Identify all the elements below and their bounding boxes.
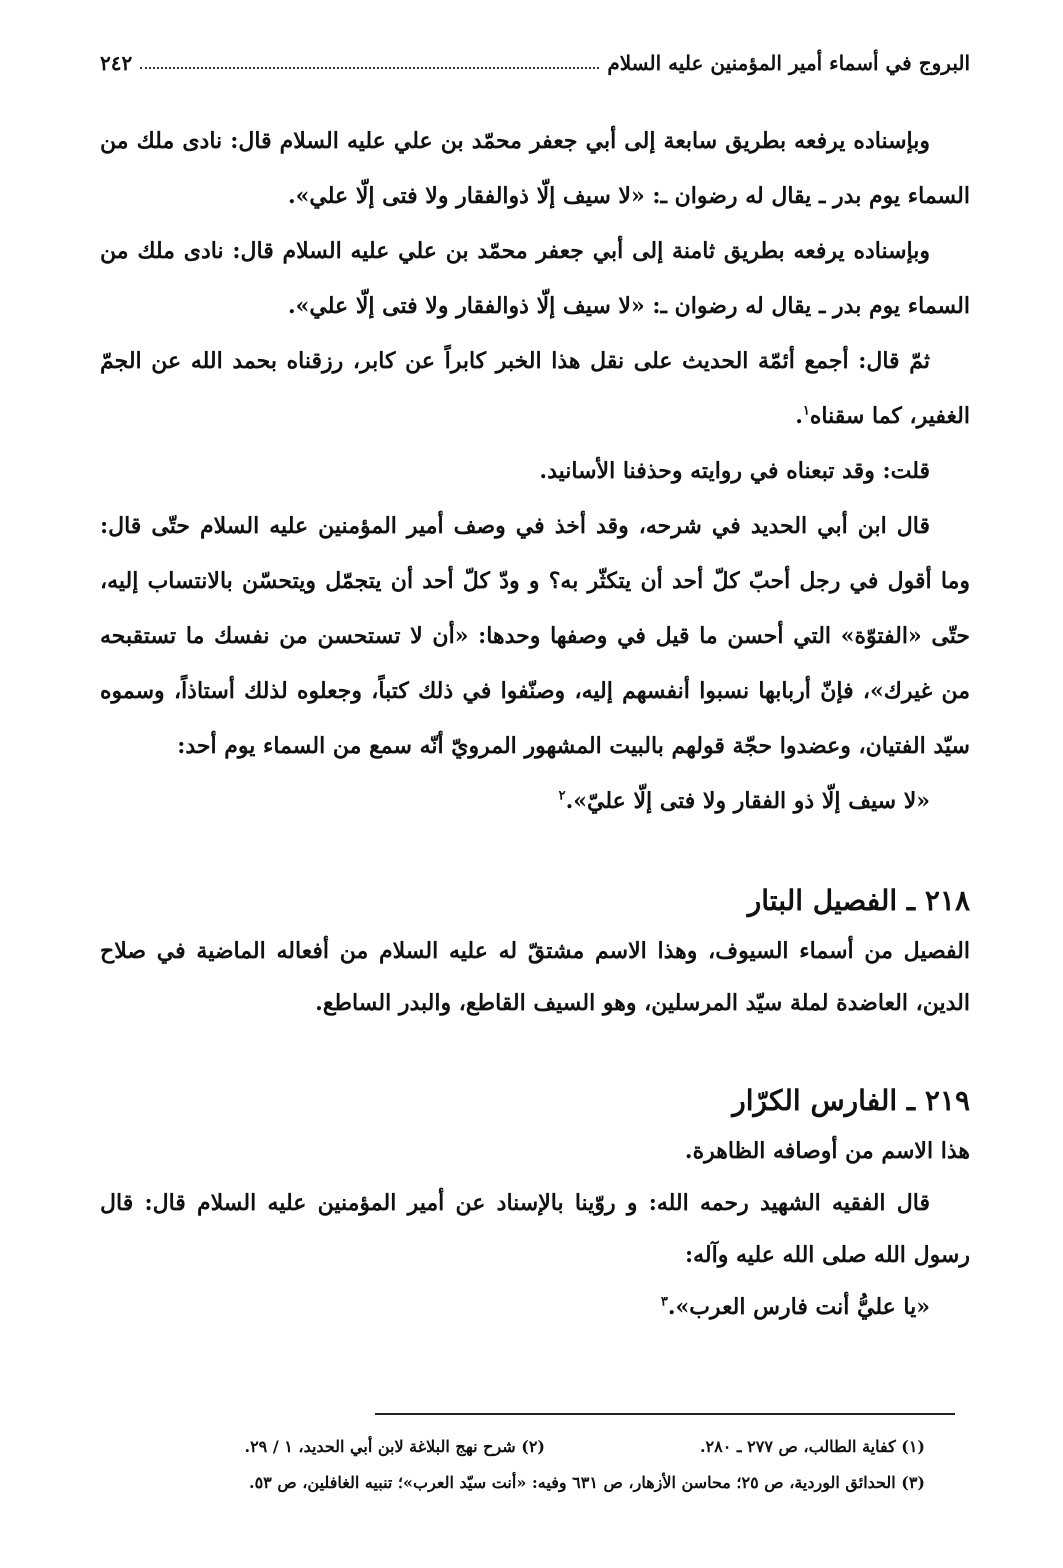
footnote-ref-3: ٣ [660, 1294, 668, 1310]
section-219-line-1: هذا الاسم من أوصافه الظاهرة. [684, 1138, 970, 1164]
footnote-ref-2: ٢ [558, 788, 566, 804]
paragraph-2: وبإسناده يرفعه بطريق ثامنة إلى أبي جعفر محمّد بن علي عليه السلام قال: نادى ملك من السماء يوم بدر ـ يقال له رضوان ـ: «لا سيف إلّا ذوالفقار ولا فتى إلّا علي». [100, 238, 970, 319]
footnote-3: (٣) الحدائق الوردية، ص ٢٥؛ محاسن الأزهار، ص ٦٣١ وفيه: «أنت سيّد العرب»؛ تنبيه الغافلين، ص ٥٣. [248, 1473, 925, 1492]
paragraph-4: قلت: وقد تبعناه في روايته وحذفنا الأسانيد. [539, 458, 930, 484]
paragraph-3: ثمّ قال: أجمع أئمّة الحديث على نقل هذا الخبر كابراً عن كابر، رزقناه بحمد الله عن الجمّ الغفير، كما سقناه$^١$. [100, 348, 970, 429]
paragraph-5: قال ابن أبي الحديد في شرحه، وقد أخذ في وصف أمير المؤمنين عليه السلام حتّى قال: وما أقول في رجل أحبّ كلّ أحد أن يتكثّر به؟ و ودّ كلّ أحد أن يتجمّل ويتحسّن بالانتساب إليه، حتّى «الفتوّة» التي أحسن ما قيل في وصفها وحدها: «أن لا تستحسن من نفسك ما تستقبحه من غيرك»، فإنّ أربابها نسبوا أنفسهم إليه، وصنّفوا في ذلك كتباً، وجعلوه لذلك أستاذاً، وسموه سيّد الفتيان، وعضدوا حجّة قولهم بالبيت المشهور المرويّ أنّه سمع من السماء يوم أحد: [100, 513, 970, 759]
section-218-body: الفصيل من أسماء السيوف، وهذا الاسم مشتقّ له عليه السلام من أفعاله الماضية في صلاح الدين، العاضدة لملة سيّد المرسلين، وهو السيف القاطع، والبدر الساطع. [100, 938, 970, 1016]
verse-quote [100, 774, 970, 829]
section-218 [100, 877, 970, 1029]
book-page [100, 40, 970, 1540]
paragraph-3-text: ثمّ قال: أجمع أئمّة الحديث على نقل هذا الخبر كابراً عن كابر، رزقناه بحمد الله عن الجمّ الغفير، كما سقناه [100, 348, 970, 429]
running-title: البروج في أسماء أمير المؤمنين عليه السلام [607, 51, 970, 75]
page-number: ٢٤٢ [100, 51, 133, 75]
footnote-row-1 [100, 1429, 970, 1465]
footnote-2: (٢) شرح نهج البلاغة لابن أبي الحديد، ١ / ٢٩. [244, 1437, 545, 1456]
section-219 [100, 1077, 970, 1333]
footnote-ref-1: ١ [802, 403, 810, 419]
verse-quote-text: «لا سيف إلّا ذو الفقار ولا فتى إلّا عليّ». [565, 788, 930, 814]
paragraph-1: وبإسناده يرفعه بطريق سابعة إلى أبي جعفر محمّد بن علي عليه السلام قال: نادى ملك من السماء يوم بدر ـ يقال له رضوان ـ: «لا سيف إلّا ذوالفقار ولا فتى إلّا علي». [100, 128, 970, 209]
header-dot-leader [140, 57, 599, 69]
footnote-separator [375, 1413, 955, 1415]
running-header [100, 40, 970, 86]
section-219-heading: ٢١٩ ـ الفارس الكرّار [732, 1084, 970, 1117]
section-219-quote: «يا عليُّ أنت فارس العرب». [667, 1294, 930, 1320]
section-218-heading: ٢١٨ ـ الفصيل البتار [747, 884, 970, 917]
main-text [100, 114, 970, 829]
section-219-line-2: قال الفقيه الشهيد رحمه الله: و روّينا بالإسناد عن أمير المؤمنين عليه السلام قال: قال رسول الله صلى الله عليه وآله: [100, 1190, 970, 1268]
section-219-line-3 [100, 1281, 970, 1333]
footnotes [100, 1413, 970, 1501]
footnote-row-2 [100, 1465, 970, 1501]
footnote-1: (١) كفاية الطالب، ص ٢٧٧ ـ ٢٨٠. [699, 1437, 925, 1456]
